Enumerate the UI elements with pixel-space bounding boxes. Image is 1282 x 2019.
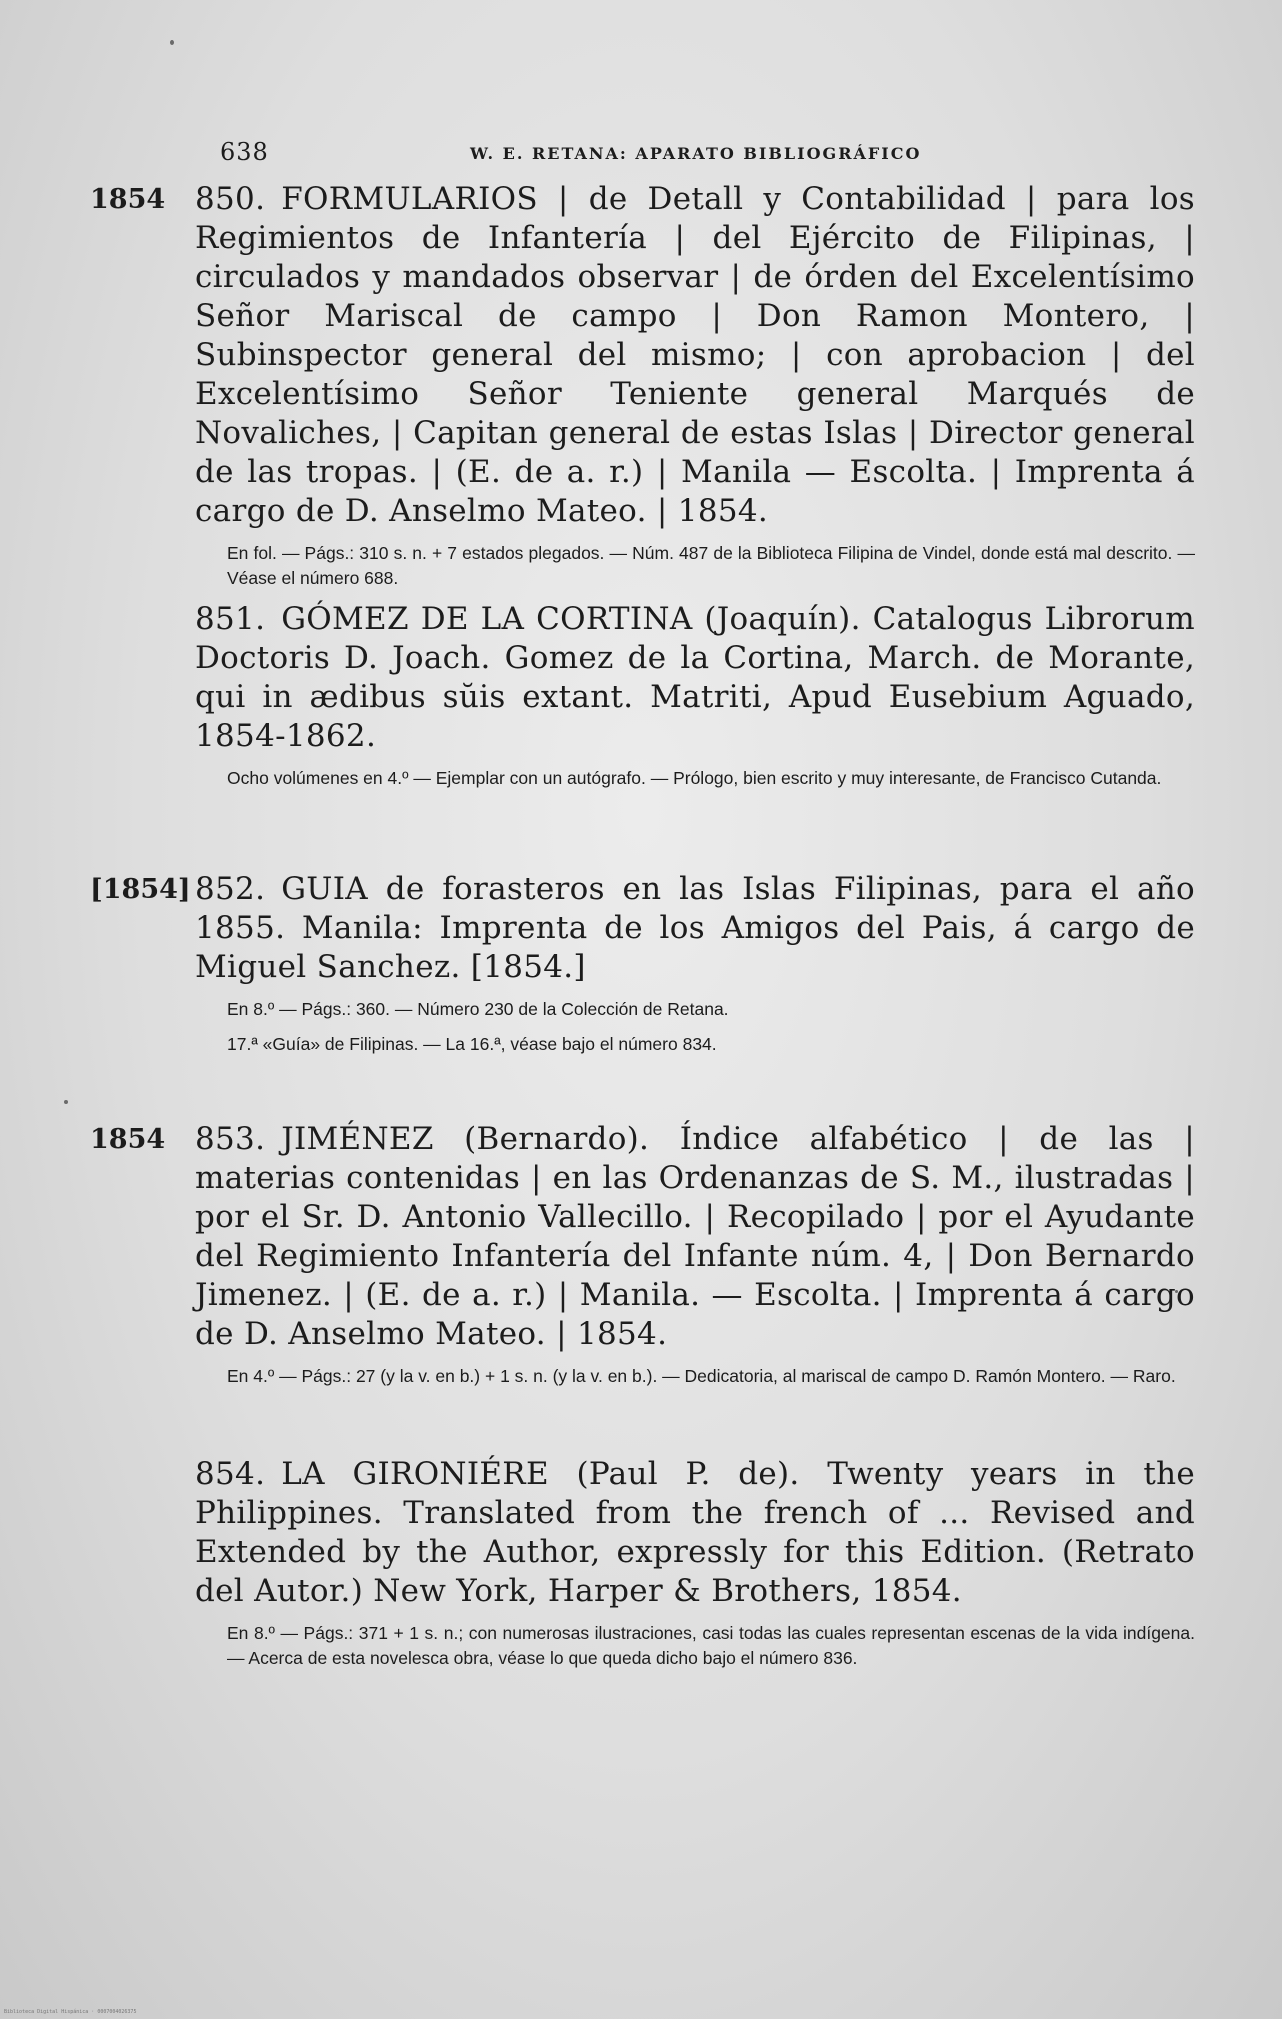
entry-number: 850. xyxy=(195,181,266,217)
bibliography-entry-854 xyxy=(195,1455,1195,1671)
entry-year: [1854] xyxy=(90,874,191,905)
entry-text xyxy=(195,600,1195,756)
entry-number: 853. xyxy=(195,1121,266,1157)
entry-text xyxy=(195,180,1195,531)
entry-body: FORMULARIOS | de Detall y Contabilidad | para los Regimientos de Infantería | del Ejército de Filipinas, | circulados y mandados observar | de órden del Excelentísimo Señor Mariscal de campo | Don Ramon Montero, | Subinspector general del mismo; | con aprobacion | del Excelentísimo Señor Teniente general Marqués de Novaliches, | Capitan general de estas Islas | Director general de las tropas. | (E. de a. r.) | Manila — Escolta. | Imprenta á cargo de D. Anselmo Mateo. | 1854. xyxy=(195,181,1195,529)
dust-speck xyxy=(64,1100,68,1104)
bibliography-entry-850 xyxy=(90,180,1195,591)
scan-stamp: Biblioteca Digital Hispánica · 0007004026375 xyxy=(4,2009,137,2015)
entry-body: JIMÉNEZ (Bernardo). Índice alfabético | de las | materias contenidas | en las Ordenanzas de S. M., ilustradas | por el Sr. D. Antonio Vallecillo. | Recopilado | por el Ayudante del Regimiento Infantería del Infante núm. 4, | Don Bernardo Jimenez. | (E. de a. r.) | Manila. — Escolta. | Imprenta á cargo de D. Anselmo Mateo. | 1854. xyxy=(195,1121,1195,1352)
entry-note: 17.ª «Guía» de Filipinas. — La 16.ª, véase bajo el número 834. xyxy=(227,1034,717,1054)
entry-number: 852. xyxy=(195,871,266,907)
running-head: W. E. RETANA: APARATO BIBLIOGRÁFICO xyxy=(470,144,922,163)
entry-text xyxy=(195,1120,1195,1354)
page-header xyxy=(220,138,1162,168)
dust-speck xyxy=(170,40,174,45)
bibliography-entry-851 xyxy=(195,600,1195,791)
entry-body: GUIA de forasteros en las Islas Filipinas, para el año 1855. Manila: Imprenta de los Amigos del Pais, á cargo de Miguel Sanchez. [1854.] xyxy=(195,871,1195,985)
entry-year: 1854 xyxy=(90,184,166,215)
bibliography-entry-852 xyxy=(90,870,1195,1057)
entry-body: GÓMEZ DE LA CORTINA (Joaquín). Catalogus Librorum Doctoris D. Joach. Gomez de la Cortina, March. de Morante, qui in ædibus sŭis extant. Matriti, Apud Eusebium Aguado, 1854-1862. xyxy=(195,601,1195,754)
entry-body: LA GIRONIÉRE (Paul P. de). Twenty years in the Philippines. Translated from the french of ... Revised and Extended by the Author, expressly for this Edition. (Retrato del Autor.) New York, Harper & Brothers, 1854. xyxy=(195,1456,1195,1609)
bibliography-entry-853 xyxy=(90,1120,1195,1389)
entry-year: 1854 xyxy=(90,1124,166,1155)
entry-text xyxy=(195,870,1195,987)
entry-note: En 4.º — Págs.: 27 (y la v. en b.) + 1 s. n. (y la v. en b.). — Dedicatoria, al mariscal de campo D. Ramón Montero. — Raro. xyxy=(227,1366,1176,1386)
entry-note: Ocho volúmenes en 4.º — Ejemplar con un autógrafo. — Prólogo, bien escrito y muy interesante, de Francisco Cutanda. xyxy=(227,768,1162,788)
entry-number: 854. xyxy=(195,1456,266,1492)
entry-text xyxy=(195,1455,1195,1611)
entry-note: En 8.º — Págs.: 360. — Número 230 de la Colección de Retana. xyxy=(227,999,729,1019)
entry-note: En fol. — Págs.: 310 s. n. + 7 estados plegados. — Núm. 487 de la Biblioteca Filipina de Vindel, donde está mal descrito. — Véase el número 688. xyxy=(227,543,1195,588)
page-number: 638 xyxy=(220,138,269,166)
entry-note: En 8.º — Págs.: 371 + 1 s. n.; con numerosas ilustraciones, casi todas las cuales representan escenas de la vida indígena. — Acerca de esta novelesca obra, véase lo que queda dicho bajo el número 836. xyxy=(227,1623,1195,1668)
entry-number: 851. xyxy=(195,601,266,637)
